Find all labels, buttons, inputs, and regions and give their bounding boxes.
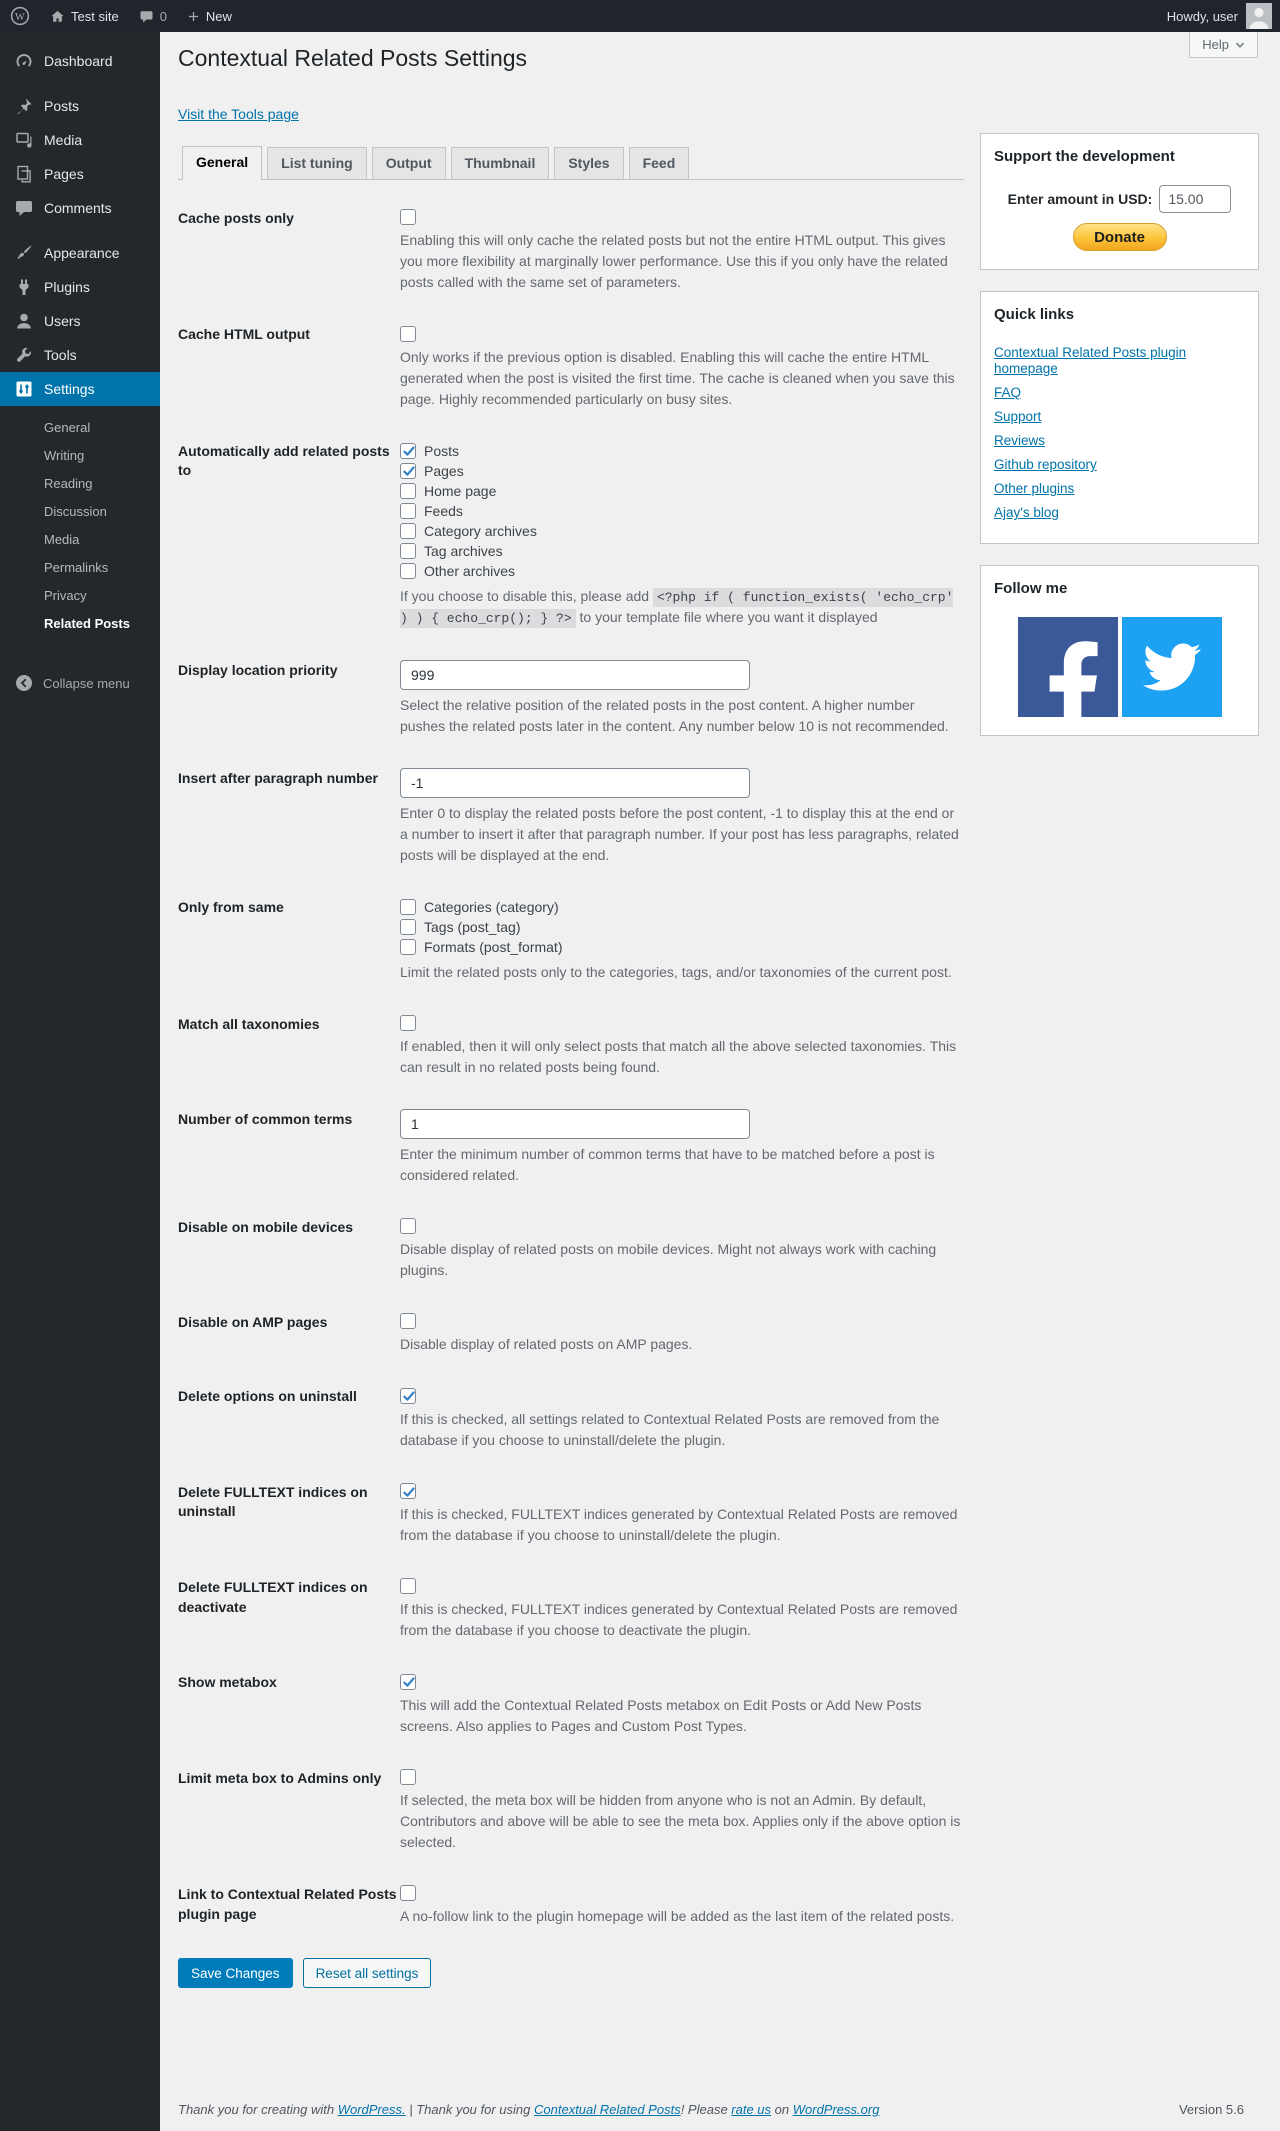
new-label: New bbox=[205, 8, 232, 24]
description-text: Disable display of related posts on mobile devices. Might not always work with caching plugins. bbox=[400, 1241, 937, 1279]
caret-down-icon bbox=[1235, 40, 1245, 50]
checkbox-option-pages[interactable] bbox=[400, 461, 962, 481]
save-changes-button[interactable]: Save Changes bbox=[178, 1958, 293, 1988]
form-row-disable-on-amp-pages bbox=[178, 1312, 964, 1355]
checkbox-option-tag-archives[interactable] bbox=[400, 541, 962, 561]
description-text: If selected, the meta box will be hidden from anyone who is not an Admin. By default, Contributors and above will be able to see the meta box. Applies only if the above option is selected. bbox=[400, 1791, 961, 1850]
quick-link-contextual-related-posts-plugin-homepage[interactable]: Contextual Related Posts plugin homepage bbox=[994, 345, 1187, 376]
form-row-automatically-add-related-posts-to bbox=[178, 441, 964, 629]
footer-text: on bbox=[771, 2102, 793, 2117]
settings-form bbox=[178, 208, 964, 1927]
checkbox-option-label: Category archives bbox=[424, 522, 537, 539]
submenu-item-general[interactable]: General bbox=[44, 420, 91, 435]
quick-links-title: Quick links bbox=[994, 306, 1075, 323]
delete-fulltext-indices-on-deactivate-checkbox[interactable] bbox=[400, 1578, 416, 1594]
plus-icon bbox=[187, 10, 200, 23]
account-menu[interactable] bbox=[1167, 3, 1280, 29]
checkbox-option-label: Tags (post_tag) bbox=[424, 918, 521, 935]
svg-text:W: W bbox=[15, 11, 25, 23]
row-description bbox=[400, 347, 962, 410]
row-label: Number of common terms bbox=[178, 1110, 353, 1127]
sidebar-item-label: Tools bbox=[44, 347, 77, 363]
submenu-item-reading[interactable]: Reading bbox=[44, 476, 93, 491]
row-field bbox=[400, 897, 962, 983]
sidebar-item-settings[interactable] bbox=[0, 372, 160, 406]
row-field bbox=[400, 1884, 962, 1927]
form-row-link-to-contextual-related-posts-plugin-page bbox=[178, 1884, 964, 1927]
row-label: Delete FULLTEXT indices on uninstall bbox=[178, 1483, 368, 1520]
sidebar-item-label: Dashboard bbox=[44, 53, 113, 69]
description-text: Enter 0 to display the related posts before the post content, -1 to display this at the end or a number to insert it after that paragraph number. If your post has less paragraphs, related posts will be displayed at the end. bbox=[400, 804, 959, 863]
settings-submenu bbox=[0, 406, 160, 652]
tab-feed[interactable]: Feed bbox=[629, 147, 690, 179]
description-text: Only works if the previous option is disabled. Enabling this will cache the entire HTML generated when the post is visited the first time. The cache is cleaned when you save this page. Highly recommended particularly on busy sites. bbox=[400, 348, 955, 407]
row-label: Display location priority bbox=[178, 661, 338, 678]
tags-post-tag-checkbox[interactable] bbox=[400, 919, 416, 935]
description-text: This will add the Contextual Related Posts metabox on Edit Posts or Add New Posts screens. Also applies to Pages and Custom Post Types. bbox=[400, 1696, 922, 1734]
checkbox-option-formats-post-format[interactable] bbox=[400, 937, 962, 957]
formats-post-format-checkbox[interactable] bbox=[400, 939, 416, 955]
checkbox-option-label: Pages bbox=[424, 462, 464, 479]
show-metabox-checkbox[interactable] bbox=[400, 1674, 416, 1690]
visit-tools-link[interactable]: Visit the Tools page bbox=[178, 106, 299, 122]
quick-links-list bbox=[994, 345, 1245, 521]
row-field bbox=[400, 1014, 962, 1078]
checkbox-option-home-page[interactable] bbox=[400, 481, 962, 501]
menu-separator bbox=[0, 78, 160, 89]
tab-general[interactable]: General bbox=[182, 146, 262, 180]
row-label: Disable on AMP pages bbox=[178, 1314, 328, 1331]
checkbox-list bbox=[400, 441, 962, 581]
number-of-common-terms-input[interactable] bbox=[400, 1109, 750, 1139]
collapse-icon bbox=[14, 673, 34, 693]
sidebar-item-appearance[interactable] bbox=[0, 236, 160, 270]
plugins-icon bbox=[14, 277, 34, 297]
row-description bbox=[400, 586, 962, 629]
checkbox-list bbox=[400, 897, 962, 957]
amount-label: Enter amount in USD: bbox=[1007, 191, 1153, 207]
other-archives-checkbox[interactable] bbox=[400, 563, 416, 579]
follow-me-box bbox=[980, 565, 1259, 736]
collapse-menu-button[interactable] bbox=[0, 666, 160, 700]
form-row-show-metabox bbox=[178, 1672, 964, 1736]
page-title: Contextual Related Posts Settings bbox=[178, 45, 528, 71]
row-description bbox=[400, 1334, 962, 1355]
site-name: Test site bbox=[71, 8, 119, 24]
row-field bbox=[400, 1577, 962, 1641]
row-label: Insert after paragraph number bbox=[178, 769, 378, 786]
cache-html-output-checkbox[interactable] bbox=[400, 326, 416, 342]
sidebar-item-label: Pages bbox=[44, 166, 84, 182]
quick-link-other-plugins[interactable]: Other plugins bbox=[994, 481, 1075, 496]
form-row-number-of-common-terms bbox=[178, 1109, 964, 1186]
form-buttons bbox=[178, 1958, 964, 1988]
users-icon bbox=[14, 311, 34, 331]
quick-link-support[interactable]: Support bbox=[994, 409, 1042, 424]
quick-link-github-repository[interactable]: Github repository bbox=[994, 457, 1097, 472]
row-description bbox=[400, 803, 962, 866]
row-description bbox=[400, 962, 962, 983]
description-text: to your template file where you want it displayed bbox=[575, 609, 878, 626]
tag-archives-checkbox[interactable] bbox=[400, 543, 416, 559]
twitter-link[interactable] bbox=[1122, 617, 1222, 717]
row-field bbox=[400, 324, 962, 409]
categories-category-checkbox[interactable] bbox=[400, 899, 416, 915]
donate-button[interactable]: Donate bbox=[1073, 223, 1167, 251]
quick-link-ajay-s-blog[interactable]: Ajay's blog bbox=[994, 505, 1059, 520]
content-area bbox=[160, 32, 1280, 2131]
footer-link-wordpress-org[interactable]: WordPress.org bbox=[792, 2102, 880, 2117]
wordpress-menu[interactable] bbox=[0, 0, 40, 32]
comments-menu[interactable] bbox=[129, 0, 177, 32]
code-snippet: <?php if ( function_exists( 'echo_crp' ) ) { echo_crp(); } ?> bbox=[400, 589, 954, 627]
description-text: Select the relative position of the related posts in the post content. A higher number pushes the related posts later in the content. Any number below 10 is not recommended. bbox=[400, 696, 949, 734]
row-label: Match all taxonomies bbox=[178, 1015, 320, 1032]
quick-link-faq[interactable]: FAQ bbox=[994, 385, 1022, 400]
home-page-checkbox[interactable] bbox=[400, 483, 416, 499]
row-field bbox=[400, 768, 962, 866]
pages-checkbox[interactable] bbox=[400, 463, 416, 479]
description-text: Enter the minimum number of common terms that have to be matched before a post is considered related. bbox=[400, 1145, 935, 1183]
collapse-menu-label: Collapse menu bbox=[43, 675, 130, 691]
form-row-delete-fulltext-indices-on-uninstall bbox=[178, 1482, 964, 1546]
admin-footer bbox=[178, 2102, 1244, 2117]
sidebar-item-label: Comments bbox=[44, 200, 112, 216]
follow-icons bbox=[994, 617, 1245, 717]
form-row-disable-on-mobile-devices bbox=[178, 1217, 964, 1281]
row-description bbox=[400, 1239, 962, 1281]
posts-checkbox[interactable] bbox=[400, 443, 416, 459]
donate-amount-row bbox=[994, 185, 1245, 213]
reset-all-settings-button[interactable]: Reset all settings bbox=[303, 1958, 432, 1988]
checkbox-option-label: Home page bbox=[424, 482, 497, 499]
row-field bbox=[400, 1482, 962, 1546]
appearance-icon bbox=[14, 243, 34, 263]
form-row-limit-meta-box-to-admins-only bbox=[178, 1768, 964, 1853]
row-description bbox=[400, 230, 962, 293]
admin-menu bbox=[0, 32, 160, 2131]
quick-links-box bbox=[980, 291, 1259, 544]
description-text: Limit the related posts only to the categories, tags, and/or taxonomies of the current post. bbox=[400, 963, 952, 980]
checkbox-option-categories-category[interactable] bbox=[400, 897, 962, 917]
row-label: Delete FULLTEXT indices on deactivate bbox=[178, 1579, 368, 1615]
quick-link-reviews[interactable]: Reviews bbox=[994, 433, 1046, 448]
match-all-taxonomies-checkbox[interactable] bbox=[400, 1015, 416, 1031]
comments-bubble-icon bbox=[139, 9, 154, 24]
home-icon bbox=[50, 9, 65, 24]
settings-tabs bbox=[178, 144, 964, 180]
sidebar-item-label: Settings bbox=[44, 381, 95, 397]
disable-on-mobile-devices-checkbox[interactable] bbox=[400, 1218, 416, 1234]
sidebar-item-label: Media bbox=[44, 132, 83, 148]
description-text: If you choose to disable this, please add bbox=[400, 587, 653, 604]
wordpress-logo bbox=[10, 6, 30, 26]
admin-bar bbox=[0, 0, 1280, 32]
menu-separator bbox=[0, 225, 160, 236]
checkbox-option-feeds[interactable] bbox=[400, 501, 962, 521]
row-field bbox=[400, 208, 962, 293]
description-text: If this is checked, all settings related to Contextual Related Posts are removed from the database if you choose to uninstall/delete the plugin. bbox=[400, 1410, 940, 1448]
footer-version: Version 5.6 bbox=[1178, 2102, 1244, 2117]
submenu-item-media[interactable]: Media bbox=[44, 532, 80, 547]
checkbox-option-label: Tag archives bbox=[424, 542, 503, 559]
submenu-item-related-posts[interactable]: Related Posts bbox=[44, 616, 130, 631]
checkbox-option-label: Posts bbox=[424, 442, 460, 459]
sidebar-boxes bbox=[980, 133, 1259, 757]
row-label: Delete options on uninstall bbox=[178, 1388, 357, 1405]
disable-on-amp-pages-checkbox[interactable] bbox=[400, 1313, 416, 1329]
form-row-only-from-same bbox=[178, 897, 964, 983]
settings-form-column bbox=[178, 144, 964, 1988]
help-button[interactable] bbox=[1189, 32, 1258, 58]
sidebar-item-posts[interactable] bbox=[0, 89, 160, 123]
submenu-item-writing[interactable]: Writing bbox=[44, 448, 85, 463]
sidebar-item-label: Posts bbox=[44, 98, 80, 114]
display-location-priority-input[interactable] bbox=[400, 660, 750, 690]
row-label: Cache posts only bbox=[178, 210, 294, 226]
twitter-icon bbox=[1143, 638, 1201, 696]
submenu-item-discussion[interactable]: Discussion bbox=[44, 504, 107, 519]
sidebar-item-media[interactable] bbox=[0, 123, 160, 157]
delete-fulltext-indices-on-uninstall-checkbox[interactable] bbox=[400, 1483, 416, 1499]
row-description bbox=[400, 1036, 962, 1078]
row-field bbox=[400, 1768, 962, 1853]
row-field bbox=[400, 1109, 962, 1186]
sidebar-item-label: Appearance bbox=[44, 245, 120, 261]
form-row-match-all-taxonomies bbox=[178, 1014, 964, 1078]
row-description bbox=[400, 1144, 962, 1186]
dashboard-icon bbox=[14, 51, 34, 71]
description-text: A no-follow link to the plugin homepage will be added as the last item of the related posts. bbox=[400, 1908, 955, 1925]
media-icon bbox=[14, 130, 34, 150]
checkbox-option-label: Other archives bbox=[424, 562, 516, 579]
row-label: Automatically add related posts to bbox=[178, 442, 390, 479]
description-text: Disable display of related posts on AMP pages. bbox=[400, 1336, 693, 1353]
form-row-delete-options-on-uninstall bbox=[178, 1386, 964, 1450]
tools-icon bbox=[14, 345, 34, 365]
link-to-contextual-related-posts-plugin-page-checkbox[interactable] bbox=[400, 1885, 416, 1901]
form-row-display-location-priority bbox=[178, 660, 964, 737]
row-description bbox=[400, 1695, 962, 1737]
delete-options-on-uninstall-checkbox[interactable] bbox=[400, 1388, 416, 1404]
sidebar-item-plugins[interactable] bbox=[0, 270, 160, 304]
row-label: Limit meta box to Admins only bbox=[178, 1769, 382, 1786]
admin-bar-left bbox=[0, 0, 242, 32]
comments-count: 0 bbox=[159, 8, 167, 24]
row-field bbox=[400, 660, 962, 737]
row-field bbox=[400, 1312, 962, 1355]
howdy-text: Howdy, user bbox=[1166, 8, 1238, 24]
checkbox-option-label: Formats (post_format) bbox=[424, 938, 563, 955]
row-description bbox=[400, 1906, 962, 1927]
cache-posts-only-checkbox[interactable] bbox=[400, 209, 416, 225]
sidebar-item-comments[interactable] bbox=[0, 191, 160, 225]
sidebar-item-dashboard[interactable] bbox=[0, 44, 160, 78]
sidebar-item-pages[interactable] bbox=[0, 157, 160, 191]
row-field bbox=[400, 441, 962, 629]
posts-icon bbox=[14, 96, 34, 116]
row-label: Link to Contextual Related Posts plugin page bbox=[178, 1885, 397, 1922]
limit-meta-box-to-admins-only-checkbox[interactable] bbox=[400, 1769, 416, 1785]
tab-styles[interactable]: Styles bbox=[554, 147, 623, 179]
pages-icon bbox=[14, 164, 34, 184]
footer-link-contextual-related-posts[interactable]: Contextual Related Posts bbox=[534, 2102, 681, 2117]
support-box-title: Support the development bbox=[994, 148, 1175, 165]
row-label: Only from same bbox=[178, 898, 284, 915]
row-field bbox=[400, 1672, 962, 1736]
row-label: Show metabox bbox=[178, 1674, 277, 1691]
checkbox-option-label: Categories (category) bbox=[424, 898, 559, 915]
feeds-checkbox[interactable] bbox=[400, 503, 416, 519]
comments-icon bbox=[14, 198, 34, 218]
row-description bbox=[400, 695, 962, 737]
donation-amount-input[interactable] bbox=[1159, 185, 1231, 213]
facebook-link[interactable] bbox=[1018, 617, 1118, 717]
avatar bbox=[1246, 3, 1272, 29]
tab-thumbnail[interactable]: Thumbnail bbox=[451, 147, 550, 179]
submenu-item-permalinks[interactable]: Permalinks bbox=[44, 560, 109, 575]
row-description bbox=[400, 1599, 962, 1641]
form-row-cache-html-output bbox=[178, 324, 964, 409]
footer-link-rate-us[interactable]: rate us bbox=[731, 2102, 772, 2117]
description-text: If enabled, then it will only select posts that match all the above selected taxonomies. This can result in no related posts being found. bbox=[400, 1037, 957, 1075]
help-label: Help bbox=[1202, 37, 1229, 52]
description-text: If this is checked, FULLTEXT indices generated by Contextual Related Posts are removed from the database if you choose to deactivate the plugin. bbox=[400, 1601, 958, 1639]
follow-me-title: Follow me bbox=[994, 580, 1068, 597]
form-row-cache-posts-only bbox=[178, 208, 964, 293]
sidebar-item-label: Plugins bbox=[44, 279, 90, 295]
checkbox-option-category-archives[interactable] bbox=[400, 521, 962, 541]
footer-text: Thank you for creating with bbox=[178, 2102, 338, 2117]
sidebar-item-label: Users bbox=[44, 313, 81, 329]
checkbox-option-posts[interactable] bbox=[400, 441, 962, 461]
support-development-box bbox=[980, 133, 1259, 270]
row-description bbox=[400, 1504, 962, 1546]
insert-after-paragraph-number-input[interactable] bbox=[400, 768, 750, 798]
footer-thanks bbox=[178, 2102, 879, 2117]
row-field bbox=[400, 1217, 962, 1281]
tab-output[interactable]: Output bbox=[372, 147, 446, 179]
checkbox-option-label: Feeds bbox=[424, 502, 463, 519]
footer-link-wordpress[interactable]: WordPress. bbox=[337, 2102, 406, 2117]
new-content-menu[interactable] bbox=[177, 0, 242, 32]
row-description bbox=[400, 1790, 962, 1853]
submenu-item-privacy[interactable]: Privacy bbox=[44, 588, 87, 603]
sidebar-item-users[interactable] bbox=[0, 304, 160, 338]
footer-text: ! Please bbox=[680, 2102, 732, 2117]
form-row-delete-fulltext-indices-on-deactivate bbox=[178, 1577, 964, 1641]
row-field bbox=[400, 1386, 962, 1450]
tab-list-tuning[interactable]: List tuning bbox=[267, 147, 367, 179]
form-row-insert-after-paragraph-number bbox=[178, 768, 964, 866]
settings-icon bbox=[14, 379, 34, 399]
row-description bbox=[400, 1409, 962, 1451]
sidebar-item-tools[interactable] bbox=[0, 338, 160, 372]
description-text: Enabling this will only cache the related posts but not the entire HTML output. This gives you more flexibility at marginally lower performance. Use this if you only have the related posts called with the same set of parameters. bbox=[400, 232, 948, 291]
checkbox-option-tags-post-tag[interactable] bbox=[400, 917, 962, 937]
checkbox-option-other-archives[interactable] bbox=[400, 561, 962, 581]
row-label: Disable on mobile devices bbox=[178, 1218, 354, 1235]
category-archives-checkbox[interactable] bbox=[400, 523, 416, 539]
footer-text: | Thank you for using bbox=[405, 2102, 534, 2117]
row-label: Cache HTML output bbox=[178, 326, 310, 343]
description-text: If this is checked, FULLTEXT indices generated by Contextual Related Posts are removed from the database if you choose to uninstall/delete the plugin. bbox=[400, 1506, 958, 1544]
site-name-menu[interactable] bbox=[40, 0, 129, 32]
